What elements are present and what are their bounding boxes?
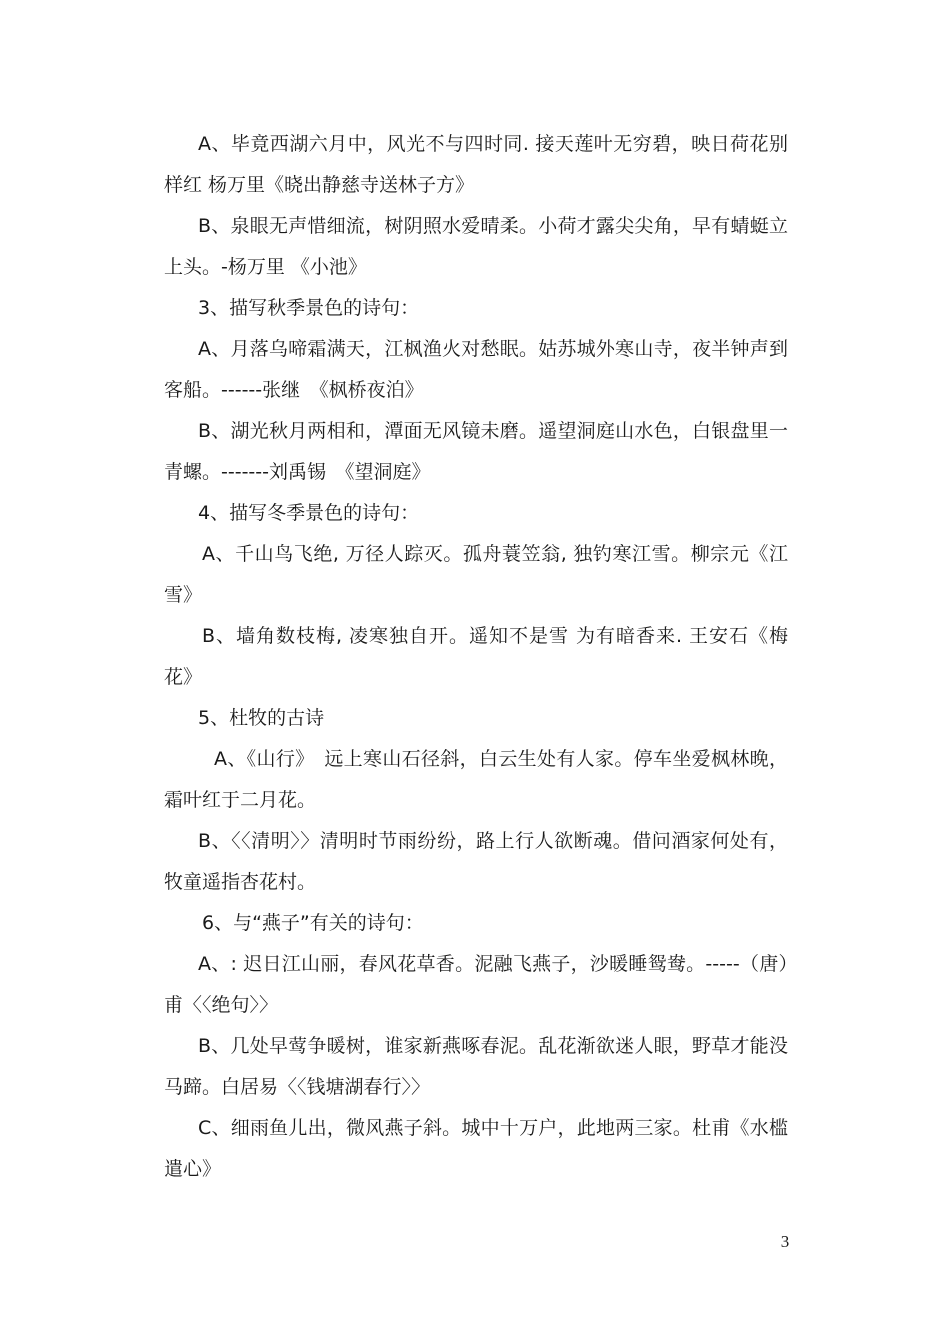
- text-line: A、月落乌啼霜满天，江枫渔火对愁眠。姑苏城外寒山寺，夜半钟声到: [198, 338, 788, 360]
- text-line: 甫〈〈绝句〉〉: [164, 994, 279, 1016]
- text-line: 牧童遥指杏花村。: [164, 871, 317, 893]
- text-line: 霜叶红于二月花。: [164, 789, 317, 811]
- text-line: 青螺。-------刘禹锡 《望洞庭》: [164, 461, 431, 483]
- text-line: B、几处早莺争暖树，谁家新燕啄春泥。乱花渐欲迷人眼，野草才能没: [198, 1035, 788, 1057]
- text-line: A、千山鸟飞绝, 万径人踪灭。孤舟蓑笠翁, 独钓寒江雪。柳宗元《江: [202, 543, 788, 565]
- section-heading: 5、杜牧的古诗: [198, 707, 325, 729]
- section-heading: 6、与“燕子”有关的诗句：: [202, 912, 424, 934]
- section-heading: 4、描写冬季景色的诗句：: [198, 502, 420, 524]
- text-line: 样红 杨万里《晓出静慈寺送林子方》: [164, 174, 475, 196]
- text-line: 遣心》: [164, 1158, 222, 1180]
- text-line: B、泉眼无声惜细流，树阴照水爱晴柔。小荷才露尖尖角，早有蜻蜓立: [198, 215, 788, 237]
- text-line: B、湖光秋月两相和，潭面无风镜未磨。遥望洞庭山水色，白银盘里一: [198, 420, 788, 442]
- text-line: 花》: [164, 666, 203, 688]
- text-line: B、墙角数枝梅, 凌寒独自开。遥知不是雪 为有暗香来. 王安石《梅: [202, 625, 788, 647]
- text-line: 马蹄。白居易〈〈钱塘湖春行〉〉: [164, 1076, 431, 1098]
- text-line: C、细雨鱼儿出，微风燕子斜。城中十万户，此地两三家。杜甫《水槛: [198, 1117, 788, 1139]
- section-heading: 3、描写秋季景色的诗句：: [198, 297, 420, 319]
- text-line: A、毕竟西湖六月中，风光不与四时同. 接天莲叶无穷碧，映日荷花别: [198, 133, 788, 155]
- text-line: B、〈〈清明〉〉清明时节雨纷纷，路上行人欲断魂。借问酒家何处有，: [198, 830, 788, 852]
- text-line: 上头。-杨万里 《小池》: [164, 256, 367, 278]
- page-number: 3: [780, 1232, 790, 1251]
- text-line: A、《山行》 远上寒山石径斜，白云生处有人家。停车坐爱枫林晚，: [214, 748, 788, 770]
- text-line: 雪》: [164, 584, 203, 606]
- page-body: [164, 124, 788, 1190]
- text-line: 客船。------张继 《枫桥夜泊》: [164, 379, 424, 401]
- text-line: A、: 迟日江山丽，春风花草香。泥融飞燕子，沙暖睡鸳鸯。-----（唐）: [198, 953, 788, 975]
